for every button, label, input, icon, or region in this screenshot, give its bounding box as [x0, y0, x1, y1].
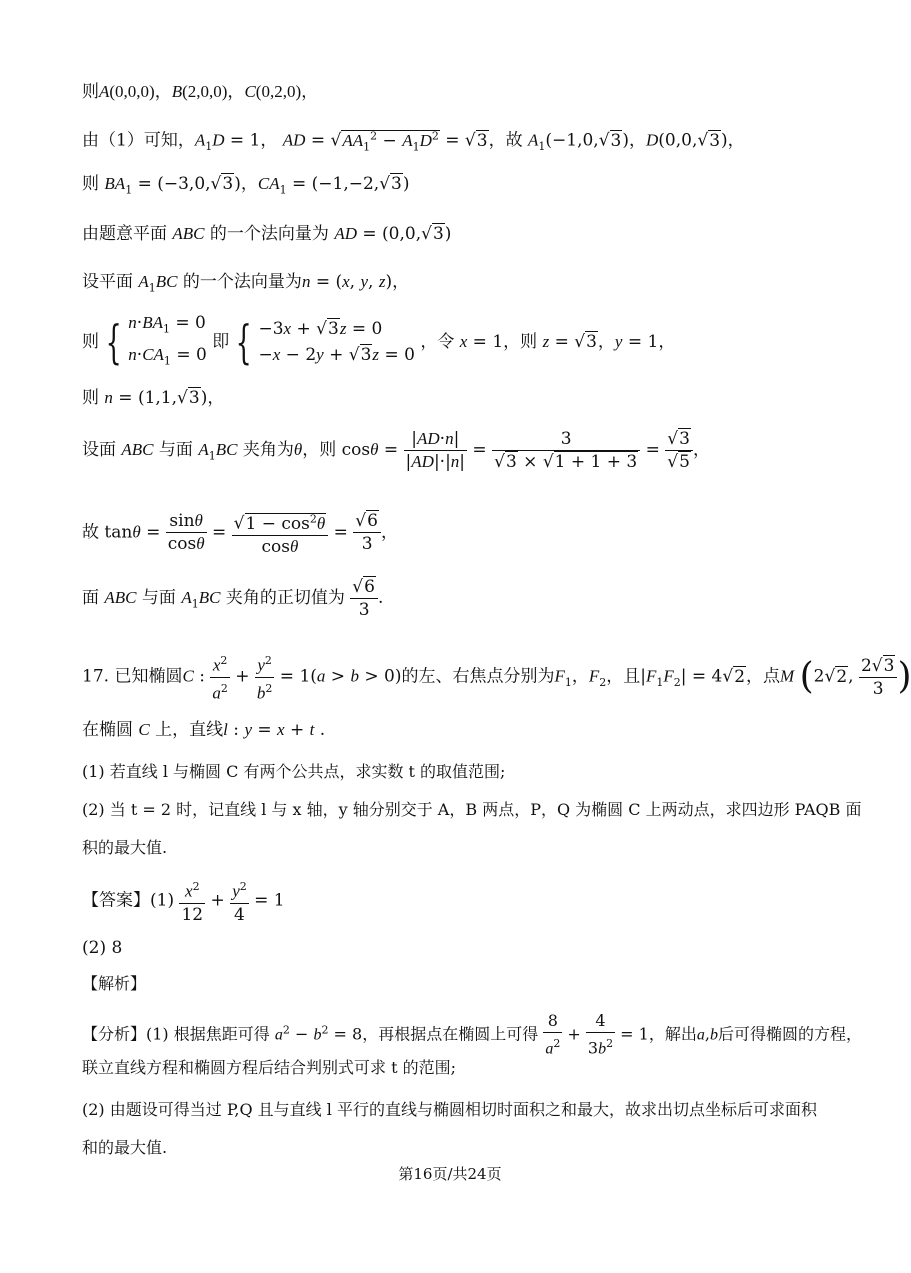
line-n-vector: 则 n = (1,1,√3)，: [82, 388, 225, 408]
line-cos-theta: 设面 ABC 与面 $A_1BC$ 夹角为θ，则 cosθ = $\frac{|AD\cdot n|}{|AD|\cdot|n|}$ = $\frac{3}{√3 \times √1 + 1 + 3}$ = $\frac{√3}{√5}$ ，: [82, 429, 710, 472]
answer-1: 【答案】(1) $\frac{x^2}{12}$ + $\frac{y^2}{4}$ = 1: [82, 876, 285, 926]
line-tan-theta: 故 tanθ = $\frac{\sin\theta}{\cos\theta}$ = $\frac{√1 - \cos^2\theta}{\cos\theta}$ = $\frac{√6}{3}$ ，: [82, 508, 398, 558]
answer-2: (2) 8: [82, 938, 123, 958]
line-normal-a1bc: 设平面 $A_1BC$ 的一个法向量为n = (x, y, z)，: [82, 272, 410, 295]
line-coordinates: 则A(0,0,0)，B(2,0,0)，C(0,2,0)，: [82, 82, 319, 101]
line-a1d: 由（1）可知，$A_1D = 1$， AD = $√AA_1^2 - A_1D^2 = √3$，故 $A_1(-1,0,√3)$，D(0,0,√3)，: [82, 129, 745, 154]
question-17-part1: (1) 若直线 l 与椭圆 C 有两个公共点，求实数 t 的取值范围;: [82, 762, 506, 781]
question-17-part2: (2) 当 t = 2 时，记直线 l 与 x 轴，y 轴分别交于 A，B 两点，P，Q 为椭圆 C 上两动点，求四边形 PAQB 面: [82, 800, 862, 819]
question-17-stem: 17. 已知椭圆C : $\frac{x^2}{a^2}$ + $\frac{y^2}{b^2}$ = 1(a > b > 0)的左、右焦点分别为$F_1$，$F_2$，且$|F_1F_2| = 4√2$，点M (2√2, $\frac{2√3}{3}$ ): [82, 650, 911, 704]
line-system: 则 { $n\cdot BA_1 = 0$ $n\cdot CA_1 = 0$ 即 { −3x + √3z = 0 −x − 2y + √3z = 0 ，令 x = 1，则 z = √3，y = 1，: [82, 313, 676, 370]
analysis-line-4: 和的最大值.: [82, 1138, 168, 1157]
line-tan-result: 面 ABC 与面 $A_1BC$ 夹角的正切值为 $\frac{√6}{3}$ .: [82, 577, 384, 620]
line-normal-abc: 由题意平面 ABC 的一个法向量为 AD = (0,0,√3): [82, 224, 452, 244]
question-17-part2-cont: 积的最大值.: [82, 838, 168, 857]
analysis-line-2: 联立直线方程和椭圆方程后结合判别式可求 t 的范围;: [82, 1058, 456, 1077]
analysis-line-1: 【分析】(1) 根据焦距可得 $a^2 - b^2 = 8$，再根据点在椭圆上可得 $\frac{8}{a^2}$ + $\frac{4}{3b^2}$ = 1，解出a,b后可得椭圆的方程，: [82, 1011, 862, 1058]
analysis-heading: 【解析】: [82, 974, 147, 993]
analysis-line-3: (2) 由题设可得当过 P,Q 且与直线 l 平行的直线与椭圆相切时面积之和最大，故求出切点坐标后可求面积: [82, 1100, 817, 1119]
question-17-line: 在椭圆 C 上，直线l : y = x + t .: [82, 720, 326, 740]
line-vectors: 则 $BA_1 = (-3,0,√3)$，$CA_1 = (-1,-2,√3)$: [82, 174, 410, 197]
page-footer: 第16页/共24页: [398, 1165, 502, 1183]
